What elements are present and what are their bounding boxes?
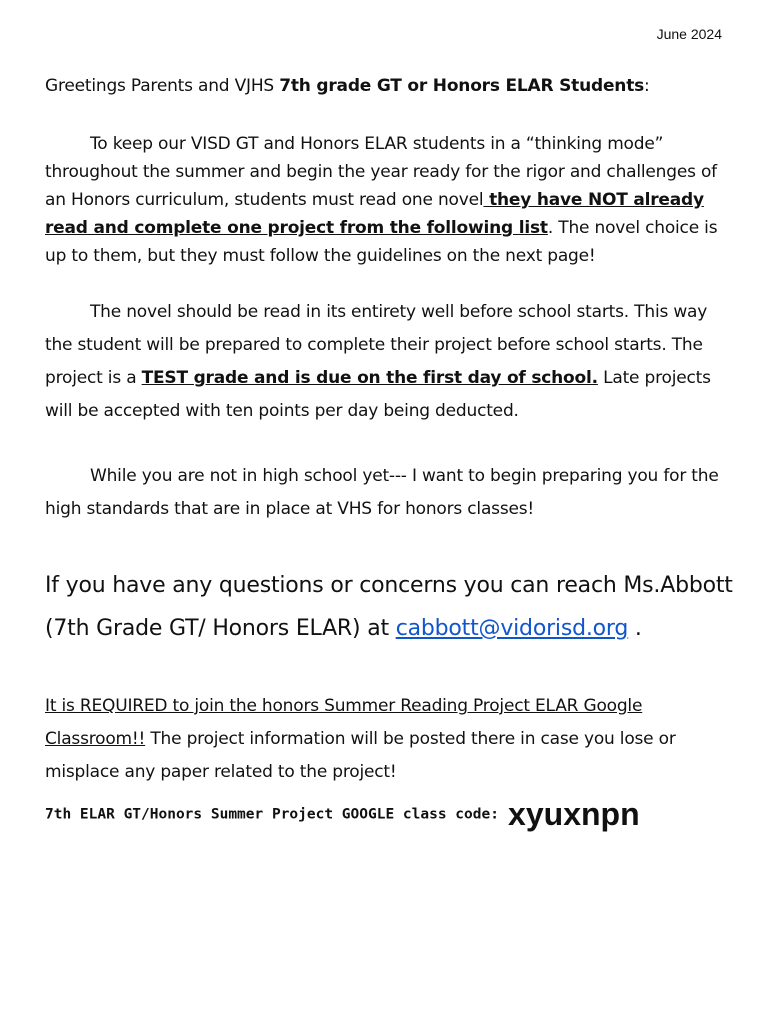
paragraph-requirements-ending: . The novel choice is up to them, but they must follow the guidelines on the next page! — [45, 218, 718, 266]
paragraph-deadline — [45, 296, 725, 428]
email-link[interactable]: cabbott@vidorisd.org — [395, 616, 629, 641]
paragraph-high-school: While you are not in high school yet--- I want to begin preparing you for the high standards that are in place at VHS for honors classes! — [45, 466, 719, 519]
paragraph-google-classroom — [45, 690, 725, 789]
paragraph-deadline-ending: Late projects will be accepted with ten points per day being deducted. — [45, 368, 711, 421]
paragraph-deadline-text: The novel should be read in its entirety well before school starts. This way the student will be prepared to complete their project before school starts. The project is a — [45, 302, 708, 388]
paragraph-requirements — [45, 130, 725, 270]
greeting-suffix: : — [644, 76, 650, 96]
letter-date: June 2024 — [656, 26, 722, 42]
greeting-program: GT or Honors ELAR Students — [371, 76, 645, 96]
contact-ending: . — [628, 616, 642, 641]
greeting-grade: 7th grade — [279, 76, 372, 96]
class-code-value: xyuxnpn — [508, 796, 640, 832]
greeting-line — [45, 74, 735, 98]
paragraph-requirements-text: To keep our VISD GT and Honors ELAR students in a “thinking mode” throughout the summer and begin the year ready for the rigor and challenges of an Honors curriculum, students must read one novel — [45, 134, 717, 210]
class-code-line — [45, 796, 745, 833]
contact-info — [45, 564, 745, 650]
class-code-label: 7th ELAR GT/Honors Summer Project GOOGLE class code: — [45, 806, 499, 823]
paragraph-google-classroom-text: The project information will be posted there in case you lose or misplace any paper related to the project! — [45, 729, 676, 782]
paragraph-requirements-emphasis: they have NOT already read and complete one project from the following list — [45, 190, 704, 238]
paragraph-deadline-emphasis: TEST grade and is due on the first day of school. — [141, 368, 598, 388]
greeting-prefix: Greetings Parents and VJHS — [45, 76, 280, 96]
contact-text: If you have any questions or concerns you can reach Ms.Abbott (7th Grade GT/ Honors ELAR) at — [45, 573, 733, 641]
required-notice: It is REQUIRED to join the honors Summer Reading Project ELAR Google Classroom!! — [45, 696, 643, 749]
